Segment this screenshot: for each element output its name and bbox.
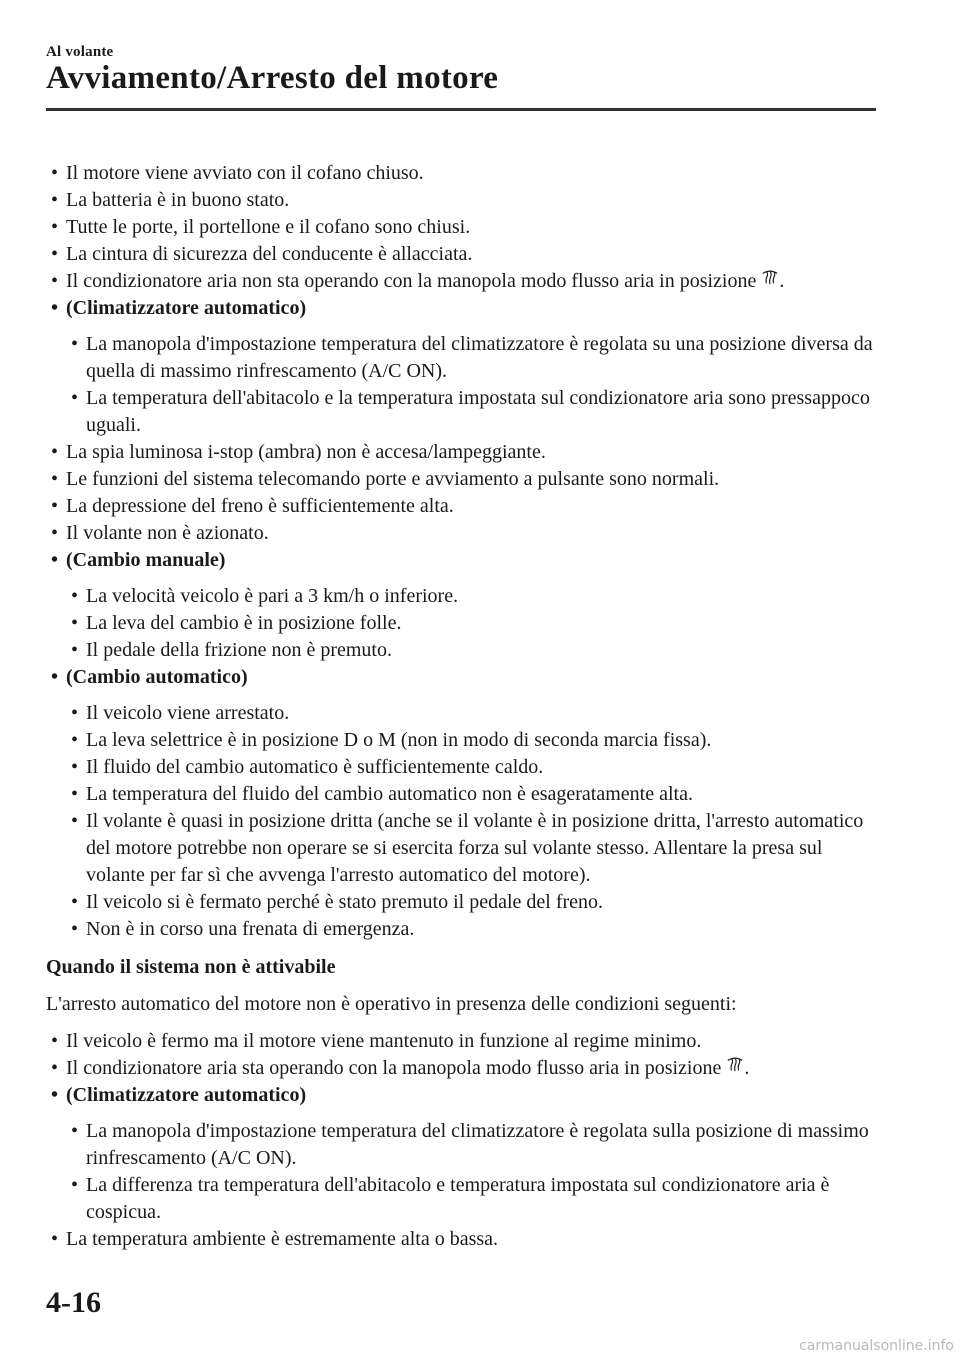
list-item-text: Non è in corso una frenata di emergenza. xyxy=(86,918,415,940)
bullet: • xyxy=(71,918,79,940)
bullet: • xyxy=(51,441,59,463)
page-content xyxy=(46,160,886,1253)
list-item xyxy=(46,187,886,214)
sub-list-item xyxy=(46,889,886,916)
bullet: • xyxy=(51,270,59,292)
bullet: • xyxy=(51,522,59,544)
bullet: • xyxy=(51,1030,59,1052)
bullet: • xyxy=(71,585,79,607)
list-item-subheading xyxy=(46,1082,886,1109)
sub-list-item xyxy=(46,331,886,385)
sub-list-item xyxy=(46,700,886,727)
watermark: carmanualsonline.info xyxy=(799,1338,954,1354)
sub-list-item xyxy=(46,610,886,637)
list-item xyxy=(46,268,886,295)
list-item-subheading xyxy=(46,664,886,691)
list-item-text: La temperatura dell'abitacolo e la temperatura impostata sul condizionatore aria sono pressappoco uguali. xyxy=(86,387,870,436)
sub-list-item xyxy=(46,916,886,943)
bullet: • xyxy=(51,666,59,688)
sub-list-item xyxy=(46,583,886,610)
bullet: • xyxy=(71,756,79,778)
page-number: 4-16 xyxy=(46,1286,101,1319)
bullet: • xyxy=(51,1084,59,1106)
sub-list-item xyxy=(46,808,886,889)
bullet: • xyxy=(71,783,79,805)
list-item-subheading xyxy=(46,295,886,322)
list-item-text: La leva selettrice è in posizione D o M (non in modo di seconda marcia fissa). xyxy=(86,729,712,751)
list-item-text: Il fluido del cambio automatico è sufficientemente caldo. xyxy=(86,756,544,778)
bullet: • xyxy=(71,891,79,913)
list-item-text: Il pedale della frizione non è premuto. xyxy=(86,639,392,661)
bullet: • xyxy=(51,549,59,571)
list-item-suffix: . xyxy=(744,1057,750,1079)
list-item-text: (Cambio automatico) xyxy=(66,666,248,688)
sub-list-item xyxy=(46,1172,886,1226)
list-item-text: La depressione del freno è sufficientemente alta. xyxy=(66,495,454,517)
bullet: • xyxy=(51,189,59,211)
list-item-text: La batteria è in buono stato. xyxy=(66,189,290,211)
section-heading: Quando il sistema non è attivabile xyxy=(46,956,336,978)
list-item-text: Il condizionatore aria non sta operando con la manopola modo flusso aria in posizione xyxy=(66,270,757,292)
list-item-text: Il motore viene avviato con il cofano chiuso. xyxy=(66,162,424,184)
list-item-text: La temperatura ambiente è estremamente alta o bassa. xyxy=(66,1228,499,1250)
bullet: • xyxy=(71,333,79,355)
list-item-text: Il condizionatore aria sta operando con la manopola modo flusso aria in posizione xyxy=(66,1057,722,1079)
windshield-defroster-icon xyxy=(761,268,779,286)
list-item-text: (Cambio manuale) xyxy=(66,549,226,571)
list-item-suffix: . xyxy=(779,270,785,292)
list-item xyxy=(46,466,886,493)
bullet: • xyxy=(51,162,59,184)
list-item-text: La temperatura del fluido del cambio automatico non è esageratamente alta. xyxy=(86,783,693,805)
sub-list-item xyxy=(46,385,886,439)
list-item-text: Il volante è quasi in posizione dritta (anche se il volante è in posizione dritta, l'arresto automatico del motore potrebbe non operare se si esercita forza sul volante stesso. Allentare la presa sul volante per far sì che avvenga l'arresto automatico del motore). xyxy=(86,810,864,886)
sub-list-item xyxy=(46,727,886,754)
section-label: Al volante xyxy=(46,44,114,60)
list-item-text: La manopola d'impostazione temperatura del climatizzatore è regolata su una posizione diversa da quella di massimo rinfrescamento (A/C ON). xyxy=(86,333,873,382)
list-item-text: La manopola d'impostazione temperatura del climatizzatore è regolata sulla posizione di massimo rinfrescamento (A/C ON). xyxy=(86,1120,869,1169)
sub-list-item xyxy=(46,637,886,664)
bullet: • xyxy=(51,1057,59,1079)
list-item-subheading xyxy=(46,547,886,574)
bullet: • xyxy=(51,243,59,265)
bullet: • xyxy=(51,495,59,517)
list-item-text: Tutte le porte, il portellone e il cofano sono chiusi. xyxy=(66,216,471,238)
bullet: • xyxy=(71,639,79,661)
sub-list-item xyxy=(46,754,886,781)
bullet: • xyxy=(71,729,79,751)
bullet: • xyxy=(71,1174,79,1196)
list-item-text: Il veicolo viene arrestato. xyxy=(86,702,290,724)
list-item-text: La differenza tra temperatura dell'abitacolo e temperatura impostata sul condizionatore aria è cospicua. xyxy=(86,1174,830,1223)
bullet: • xyxy=(71,810,79,832)
bullet: • xyxy=(71,387,79,409)
bullet: • xyxy=(71,612,79,634)
bullet: • xyxy=(51,1228,59,1250)
list-item-text: Il volante non è azionato. xyxy=(66,522,269,544)
bullet: • xyxy=(71,1120,79,1142)
list-item-text: La spia luminosa i-stop (ambra) non è accesa/lampeggiante. xyxy=(66,441,546,463)
section-intro: L'arresto automatico del motore non è operativo in presenza delle condizioni seguenti: xyxy=(46,993,737,1015)
list-item xyxy=(46,160,886,187)
sub-list-item xyxy=(46,781,886,808)
list-item xyxy=(46,1226,886,1253)
list-item-text: Il veicolo si è fermato perché è stato premuto il pedale del freno. xyxy=(86,891,604,913)
list-item-text: Le funzioni del sistema telecomando porte e avviamento a pulsante sono normali. xyxy=(66,468,720,490)
sub-list-item xyxy=(46,1118,886,1172)
bullet: • xyxy=(51,468,59,490)
list-item xyxy=(46,1055,886,1082)
windshield-defroster-icon xyxy=(726,1055,744,1073)
list-item xyxy=(46,241,886,268)
list-item-text: La cintura di sicurezza del conducente è allacciata. xyxy=(66,243,473,265)
list-item-text: Il veicolo è fermo ma il motore viene mantenuto in funzione al regime minimo. xyxy=(66,1030,702,1052)
bullet: • xyxy=(51,216,59,238)
list-item-text: La leva del cambio è in posizione folle. xyxy=(86,612,402,634)
header-divider xyxy=(46,108,876,111)
list-item-text: (Climatizzatore automatico) xyxy=(66,297,307,319)
list-item xyxy=(46,493,886,520)
list-item-text: (Climatizzatore automatico) xyxy=(66,1084,307,1106)
list-item-text: La velocità veicolo è pari a 3 km/h o inferiore. xyxy=(86,585,459,607)
page-title: Avviamento/Arresto del motore xyxy=(46,60,499,96)
list-item xyxy=(46,214,886,241)
bullet: • xyxy=(51,297,59,319)
bullet: • xyxy=(71,702,79,724)
list-item xyxy=(46,439,886,466)
list-item xyxy=(46,1028,886,1055)
list-item xyxy=(46,520,886,547)
